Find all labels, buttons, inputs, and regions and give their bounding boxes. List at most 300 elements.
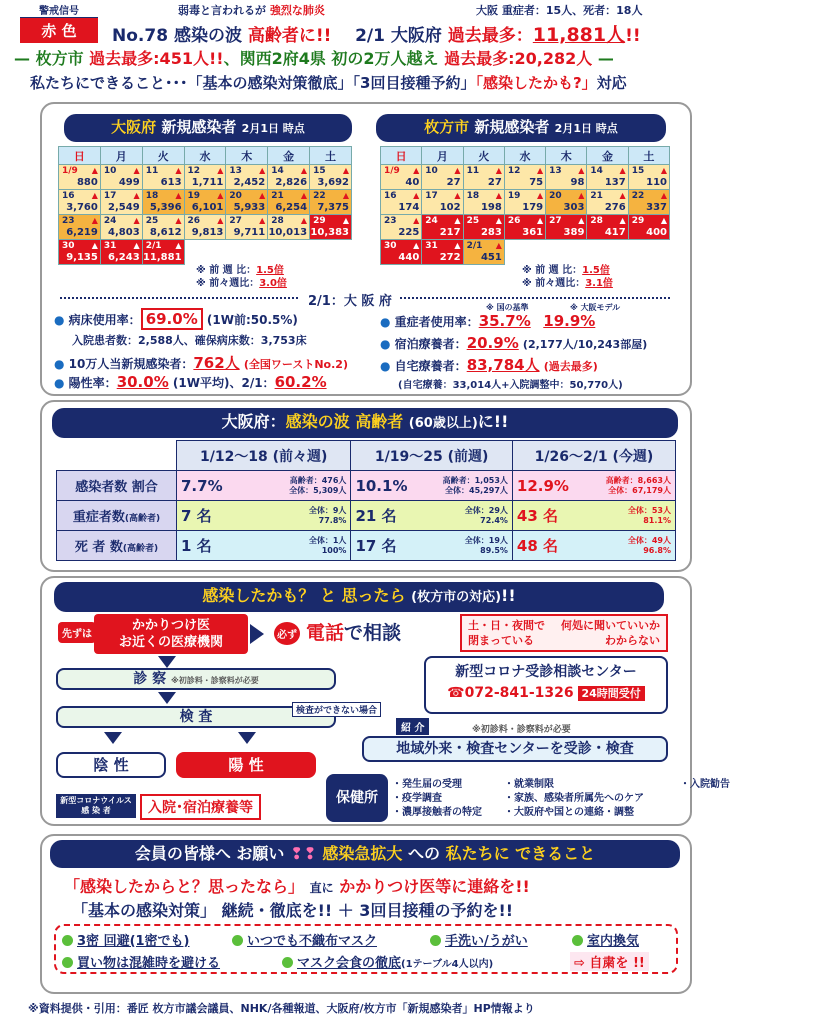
weekday: 日 bbox=[381, 147, 422, 165]
up-arrow-icon: ▲ bbox=[342, 216, 349, 225]
calendar-day bbox=[268, 165, 310, 190]
calendar-week bbox=[59, 190, 352, 215]
item-2-text: いつでも不織布マスク bbox=[247, 934, 378, 949]
action-c: 対応 bbox=[596, 74, 627, 92]
calendar-day bbox=[381, 165, 422, 190]
day-value: 303 bbox=[563, 202, 585, 213]
age-cell-main: 10.1% bbox=[355, 476, 408, 495]
day-value: 276 bbox=[604, 202, 626, 213]
up-arrow-icon: ▲ bbox=[91, 241, 98, 250]
calendar-day bbox=[226, 215, 268, 240]
osaka-cal-title-b: 新規感染者 bbox=[161, 118, 237, 136]
weekend-b: 閉まっている bbox=[468, 634, 534, 647]
flow-title-b: (枚方市の対応) bbox=[411, 590, 502, 605]
request-title-d: への bbox=[407, 844, 440, 863]
subline-e: — bbox=[597, 49, 614, 68]
calendar-day bbox=[628, 165, 669, 190]
calendar-day bbox=[59, 240, 101, 265]
up-arrow-icon: ▲ bbox=[259, 216, 266, 225]
subline-d: 過去最多:20,282人 bbox=[444, 49, 593, 68]
up-arrow-icon: ▲ bbox=[91, 191, 98, 200]
up-arrow-icon: ▲ bbox=[175, 241, 182, 250]
age-cell-wrap bbox=[181, 535, 346, 556]
day-label: 27 bbox=[229, 216, 242, 226]
hc-task: ・発生届の受理 bbox=[392, 779, 462, 790]
up-arrow-icon: ▲ bbox=[536, 191, 544, 200]
day-label: 21 bbox=[590, 191, 603, 201]
calendar-day bbox=[142, 215, 184, 240]
hirakata-ratio-week-label: ※ 前 週 比： bbox=[522, 265, 583, 276]
up-arrow-icon: ▲ bbox=[300, 166, 308, 175]
calendar-day bbox=[142, 190, 184, 215]
age-cell-detail-2: 全体：5,309人 bbox=[289, 485, 347, 495]
sev-value-a: 35.7% bbox=[478, 312, 531, 330]
up-arrow-icon: ▲ bbox=[495, 191, 502, 200]
up-arrow-icon: ▲ bbox=[217, 191, 224, 200]
weekday: 金 bbox=[587, 147, 628, 165]
age-title-b: 感染の波 高齢者 bbox=[285, 412, 404, 431]
age-title bbox=[52, 408, 678, 438]
day-label: 29 bbox=[313, 216, 326, 226]
request-item-1 bbox=[62, 930, 190, 949]
hirakata-cal-title-c: 2月1日 時点 bbox=[554, 122, 618, 135]
up-arrow-icon: ▲ bbox=[578, 216, 585, 225]
subline-b: 過去最多:451人!! bbox=[89, 49, 224, 68]
osaka-cal-title-a: 大阪府 bbox=[111, 118, 157, 136]
per-100k: ● 10万人当新規感染者：762人 (全国ワーストNo.2) bbox=[54, 354, 348, 372]
calendar-day bbox=[310, 215, 352, 240]
age-row bbox=[57, 531, 676, 561]
hirakata-calendar bbox=[380, 146, 670, 265]
alert-red-label: 赤 色 bbox=[20, 18, 98, 43]
calendar-day bbox=[184, 240, 226, 265]
osaka-ratio-2w-label: ※ 前々週比： bbox=[196, 278, 260, 289]
day-value: 7,375 bbox=[317, 202, 349, 213]
hospitalization: 入院･宿泊療養等 bbox=[140, 794, 261, 820]
day-label: 16 bbox=[384, 191, 397, 201]
day-label: 22 bbox=[313, 191, 326, 201]
age-cell-detail-1: 高齢者：8,663人 bbox=[605, 475, 671, 485]
up-arrow-icon: ▲ bbox=[300, 191, 308, 200]
day-value: 613 bbox=[160, 177, 182, 188]
age-cell bbox=[512, 501, 675, 531]
day-label: 30 bbox=[62, 241, 75, 251]
day-label: 24 bbox=[425, 216, 438, 226]
day-label: 18 bbox=[466, 191, 480, 201]
bed-label: 病床使用率： bbox=[68, 313, 141, 327]
day-label: 29 bbox=[631, 216, 645, 226]
calendar-day bbox=[310, 190, 352, 215]
calendar-day bbox=[268, 215, 310, 240]
intro-tag: 紹 介 bbox=[396, 718, 429, 735]
calendar-day bbox=[59, 215, 101, 240]
day-value: 27 bbox=[446, 177, 461, 188]
day-label: 23 bbox=[62, 216, 75, 226]
age-cell-wrap bbox=[355, 505, 507, 526]
patient-label bbox=[56, 794, 136, 818]
calendar-day bbox=[463, 240, 504, 265]
calendar-day bbox=[463, 190, 504, 215]
calendar-week bbox=[381, 190, 670, 215]
calendar-day bbox=[226, 190, 268, 215]
weekday: 水 bbox=[184, 147, 226, 165]
age-cell-main: 17 名 bbox=[355, 537, 397, 555]
day-value: 98 bbox=[570, 177, 585, 188]
calendar-day bbox=[546, 240, 587, 265]
up-arrow-icon: ▲ bbox=[342, 191, 349, 200]
calendar-week bbox=[381, 240, 670, 265]
positive-box: 陽 性 bbox=[176, 752, 316, 778]
day-label: 14 bbox=[590, 166, 603, 176]
day-value: 5,933 bbox=[233, 202, 266, 213]
consult-center-box bbox=[424, 656, 668, 714]
age-cell bbox=[512, 471, 675, 501]
up-arrow-icon: ▲ bbox=[175, 166, 182, 175]
age-col-header: 1/26～2/1 (今週) bbox=[512, 441, 675, 471]
day-value: 8,612 bbox=[149, 227, 182, 238]
hc-task-row bbox=[392, 778, 760, 792]
item-5-text: 買い物は混雑時を避ける bbox=[77, 956, 221, 971]
day-label: 11 bbox=[145, 166, 159, 176]
pos-label: 陽性率： bbox=[68, 376, 117, 390]
day-value: 389 bbox=[563, 227, 585, 238]
age-cell bbox=[177, 471, 351, 501]
hirakata-ratio-2w-label: ※ 前々週比： bbox=[522, 278, 586, 289]
weekday: 土 bbox=[628, 147, 669, 165]
age-row bbox=[57, 471, 676, 501]
day-label: 1/9 bbox=[384, 166, 400, 176]
patient-b: 感 染 者 bbox=[81, 806, 111, 815]
calendar-day bbox=[381, 240, 422, 265]
calendar-day bbox=[59, 190, 101, 215]
request-line2: 「基本の感染対策」 継続・徹底を!! ＋ 3回目接種の予約を!! bbox=[72, 901, 514, 920]
age-cell-detail-2: 72.4% bbox=[480, 515, 508, 525]
unknown-b: わからない bbox=[605, 634, 660, 647]
osaka-calendar bbox=[58, 146, 352, 265]
up-arrow-icon: ▲ bbox=[133, 216, 140, 225]
day-label: 2/1 bbox=[145, 241, 162, 251]
age-cell-detail-1: 全体：1人 bbox=[308, 535, 347, 545]
per100k-note: (全国ワーストNo.2) bbox=[243, 358, 348, 371]
calendar-day bbox=[184, 165, 226, 190]
headline-a: 感染の波 bbox=[173, 26, 242, 46]
day-value: 75 bbox=[529, 177, 544, 188]
day-value: 9,135 bbox=[66, 252, 98, 263]
request-item-6 bbox=[282, 952, 493, 971]
home-detail: (自宅療養：33,014人+入院調整中：50,770人) bbox=[398, 380, 623, 391]
age-cell-main: 48 名 bbox=[516, 537, 559, 555]
day-label: 31 bbox=[425, 241, 438, 251]
day-label: 23 bbox=[384, 216, 397, 226]
up-arrow-icon: ▲ bbox=[259, 191, 266, 200]
request-item-4 bbox=[572, 930, 639, 949]
positivity: ● 陽性率：30.0% (1W平均)、2/1：60.2% bbox=[54, 373, 327, 391]
weekend-a: 土・日・夜間で bbox=[468, 619, 545, 632]
flow-title-a: 感染したかも？ と 思ったら bbox=[202, 586, 406, 605]
calendar-day bbox=[100, 165, 142, 190]
age-cell-detail-1: 全体：29人 bbox=[464, 505, 508, 515]
age-row-sub: (高齢者) bbox=[122, 544, 159, 554]
exam-note: ※初診料・診察料が必要 bbox=[170, 676, 259, 685]
age-cell-detail-2: 81.1% bbox=[643, 515, 671, 525]
day-value: 440 bbox=[398, 252, 420, 263]
up-arrow-icon: ▲ bbox=[454, 216, 461, 225]
day-value: 9,813 bbox=[191, 227, 224, 238]
day-value: 10,013 bbox=[268, 227, 308, 238]
age-cell-detail bbox=[309, 506, 347, 526]
bullet-icon bbox=[232, 935, 243, 946]
age-cell bbox=[351, 471, 512, 501]
age-row-label-text: 重症者数 bbox=[72, 510, 125, 525]
calendar-day bbox=[184, 215, 226, 240]
unknown-a: 何処に聞いていいか bbox=[561, 619, 660, 632]
tagline bbox=[178, 2, 325, 18]
hc-task: ・入院勧告 bbox=[680, 779, 730, 790]
calendar-week bbox=[59, 215, 352, 240]
day-value: 225 bbox=[398, 227, 420, 238]
home-care: ● 自宅療養者：83,784人 (過去最多) bbox=[380, 356, 598, 374]
calendar-day bbox=[268, 190, 310, 215]
up-arrow-icon: ▲ bbox=[175, 191, 182, 200]
negative-box: 陰 性 bbox=[56, 752, 166, 778]
day-label: 11 bbox=[466, 166, 480, 176]
day-label: 21 bbox=[271, 191, 284, 201]
doctor-a: かかりつけ医 bbox=[131, 618, 210, 633]
age-cell-wrap bbox=[181, 505, 346, 526]
item-4-text: 室内換気 bbox=[587, 934, 640, 949]
bullet-icon bbox=[572, 935, 583, 946]
day-value: 179 bbox=[522, 202, 544, 213]
up-arrow-icon: ▲ bbox=[175, 216, 182, 225]
hc-task bbox=[680, 792, 760, 806]
up-arrow-icon: ▲ bbox=[619, 166, 626, 175]
weekday: 土 bbox=[310, 147, 352, 165]
day-value: 417 bbox=[604, 227, 626, 238]
fee-note: ※初診料・診察料が必要 bbox=[472, 725, 571, 735]
consult-word: で相談 bbox=[344, 622, 402, 644]
age-cell bbox=[351, 501, 512, 531]
age-cell-main: 43 名 bbox=[516, 507, 559, 525]
hotel-usage: ● 宿泊療養者：20.9% (2,177人/10,243部屋) bbox=[380, 334, 648, 352]
age-cell-main: 7 名 bbox=[181, 507, 212, 525]
age-cell-detail bbox=[606, 476, 671, 496]
weekend-box bbox=[460, 614, 668, 652]
cannot-test-note: 検査ができない場合 bbox=[292, 702, 381, 717]
calendar-day bbox=[587, 215, 628, 240]
tagline-red: 強烈な肺炎 bbox=[269, 4, 325, 17]
day-label: 14 bbox=[271, 166, 284, 176]
day-value: 174 bbox=[398, 202, 420, 213]
headline-b: 高齢者に!! bbox=[247, 26, 332, 46]
calendar-day bbox=[504, 190, 545, 215]
up-arrow-icon: ▲ bbox=[413, 191, 420, 200]
day-value: 5,396 bbox=[149, 202, 182, 213]
calendar-day bbox=[422, 190, 463, 215]
age-cell-detail bbox=[465, 506, 508, 526]
calendar-day bbox=[142, 240, 184, 265]
calendar-day bbox=[100, 215, 142, 240]
calendar-day bbox=[381, 215, 422, 240]
calendar-day bbox=[268, 240, 310, 265]
day-label: 15 bbox=[631, 166, 645, 176]
day-label: 30 bbox=[384, 241, 397, 251]
day-value: 451 bbox=[480, 252, 502, 263]
hc-task: ・疫学調査 bbox=[392, 793, 442, 804]
day-label: 20 bbox=[549, 191, 562, 201]
center-hours: 24時間受付 bbox=[578, 686, 645, 701]
local-center-box: 地域外来・検査センターを受診・検査 bbox=[362, 736, 668, 762]
day-label: 12 bbox=[507, 166, 521, 176]
day-value: 361 bbox=[522, 227, 544, 238]
day-value: 217 bbox=[439, 227, 461, 238]
calendar-day bbox=[226, 165, 268, 190]
day-label: 27 bbox=[549, 216, 562, 226]
age-cell-detail bbox=[309, 536, 347, 556]
day-value: 337 bbox=[646, 202, 667, 213]
age-row-label bbox=[57, 471, 177, 501]
calendar-week bbox=[381, 215, 670, 240]
weekday: 木 bbox=[546, 147, 587, 165]
day-label: 25 bbox=[466, 216, 480, 226]
age-cell-wrap bbox=[517, 476, 671, 496]
day-label: 17 bbox=[103, 191, 117, 201]
tagline-pre: 弱毒と言われるが bbox=[178, 4, 266, 17]
calendar-day bbox=[463, 165, 504, 190]
bullet-icon bbox=[62, 935, 73, 946]
bullet-icon bbox=[282, 957, 293, 968]
arrow-down-icon-neg bbox=[104, 732, 122, 744]
day-value: 2,549 bbox=[108, 202, 140, 213]
per100k-label: 10万人当新規感染者： bbox=[68, 357, 194, 371]
subline-c: 、関西2府4県 初の2万人越え bbox=[223, 49, 439, 68]
age-cell-detail-1: 全体：53人 bbox=[627, 505, 671, 515]
age-cell-detail-2: 96.8% bbox=[643, 545, 671, 555]
age-corner bbox=[57, 441, 177, 471]
subline-a: — 枚方市 bbox=[14, 49, 84, 68]
day-value: 102 bbox=[439, 202, 461, 213]
up-arrow-icon: ▲ bbox=[133, 191, 140, 200]
day-label: 13 bbox=[549, 166, 562, 176]
day-value: 137 bbox=[604, 177, 626, 188]
day-label: 25 bbox=[145, 216, 159, 226]
up-arrow-icon: ▲ bbox=[91, 166, 98, 175]
calendar-day bbox=[504, 165, 545, 190]
calendar-day bbox=[587, 190, 628, 215]
age-cell-detail-2: 100% bbox=[321, 545, 347, 555]
calendar-day bbox=[381, 190, 422, 215]
age-cell-main: 1 名 bbox=[181, 537, 212, 555]
calendar-day bbox=[422, 240, 463, 265]
calendar-day bbox=[226, 240, 268, 265]
item-1-text: 3密 回避(1密でも) bbox=[77, 934, 190, 949]
day-value: 2,826 bbox=[275, 177, 308, 188]
day-label: 31 bbox=[103, 241, 117, 251]
item-3-text: 手洗い/うがい bbox=[445, 934, 528, 949]
per100k-value: 762人 bbox=[193, 354, 240, 372]
hc-task: ・就業制限 bbox=[504, 779, 554, 790]
calendar-day bbox=[310, 240, 352, 265]
day-label: 16 bbox=[62, 191, 75, 201]
calendar-day bbox=[546, 190, 587, 215]
day-value: 6,254 bbox=[275, 202, 308, 213]
age-row-label bbox=[57, 501, 177, 531]
first-tag: 先ずは bbox=[58, 622, 96, 643]
age-cell-wrap bbox=[517, 535, 671, 556]
age-row-label-text: 感染者数 割合 bbox=[75, 480, 158, 495]
request-title-c: 感染急拡大 bbox=[322, 844, 403, 863]
day-value: 6,219 bbox=[66, 227, 98, 238]
weekday-header bbox=[381, 147, 670, 165]
action-b: 「感染したかも?」 bbox=[475, 74, 597, 92]
hc-task-row bbox=[392, 806, 760, 820]
age-cell-main: 12.9% bbox=[516, 476, 569, 495]
hirakata-cal-title-a: 枚方市 bbox=[424, 118, 470, 136]
hirakata-ratio-2w: 3.1倍 bbox=[585, 278, 613, 289]
hirakata-cal-title-b: 新規感染者 bbox=[474, 118, 550, 136]
hotel-label: 宿泊療養者： bbox=[394, 337, 467, 351]
age-cell-detail bbox=[628, 506, 671, 526]
osaka-severe-deaths: 大阪 重症者：15人、死者：18人 bbox=[476, 4, 643, 17]
age-cell-detail-1: 高齢者：1,053人 bbox=[442, 475, 508, 485]
age-cell-detail-2: 全体：67,179人 bbox=[608, 485, 671, 495]
headline-date: 2/1 大阪府 bbox=[355, 26, 442, 46]
item-6-note: (1テーブル4人以内) bbox=[401, 959, 494, 970]
record-value: 11,881人 bbox=[532, 24, 626, 46]
calendar-week bbox=[59, 165, 352, 190]
up-arrow-icon: ▲ bbox=[536, 216, 544, 225]
up-arrow-icon: ▲ bbox=[619, 191, 626, 200]
health-center-box: 保健所 bbox=[326, 774, 388, 822]
age-cell-main: 7.7% bbox=[181, 476, 223, 495]
calendar-day bbox=[546, 165, 587, 190]
osaka-cal-title-c: 2月1日 時点 bbox=[241, 122, 305, 135]
bed-value: 69.0% bbox=[141, 308, 203, 330]
calendar-week bbox=[381, 165, 670, 190]
age-cell bbox=[177, 531, 351, 561]
pos-value: 30.0% bbox=[116, 373, 169, 391]
day-value: 272 bbox=[439, 252, 461, 263]
calendar-day bbox=[59, 165, 101, 190]
age-cell-wrap bbox=[355, 476, 507, 496]
age-row-label-text: 死 者 数 bbox=[74, 540, 123, 555]
weekday: 木 bbox=[226, 147, 268, 165]
age-title-a: 大阪府： bbox=[221, 412, 286, 431]
center-name: 新型コロナ受診相談センター bbox=[455, 664, 637, 680]
request-line1 bbox=[64, 874, 530, 897]
age-title-d: に!! bbox=[477, 412, 509, 431]
day-label: 12 bbox=[187, 166, 201, 176]
bullet-icon bbox=[430, 935, 441, 946]
record-label: 過去最多： bbox=[447, 26, 533, 46]
day-label: 10 bbox=[425, 166, 438, 176]
age-cell-wrap bbox=[355, 535, 507, 556]
up-arrow-icon: ▲ bbox=[536, 166, 544, 175]
hc-task: ・濃厚接触者の特定 bbox=[392, 807, 482, 818]
weekday: 水 bbox=[504, 147, 545, 165]
test-box: 検 査 bbox=[56, 706, 336, 728]
age-col-header: 1/19～25 (前週) bbox=[351, 441, 512, 471]
record-exclaim: !! bbox=[625, 26, 641, 46]
calendar-day bbox=[100, 190, 142, 215]
calendar-day bbox=[504, 240, 545, 265]
day-label: 19 bbox=[187, 191, 201, 201]
calendar-day bbox=[463, 215, 504, 240]
action-row bbox=[30, 72, 754, 93]
age-cell-detail-1: 高齢者：476人 bbox=[289, 475, 347, 485]
age-table bbox=[56, 440, 676, 561]
up-arrow-icon: ▲ bbox=[133, 166, 140, 175]
up-arrow-icon: ▲ bbox=[660, 216, 667, 225]
